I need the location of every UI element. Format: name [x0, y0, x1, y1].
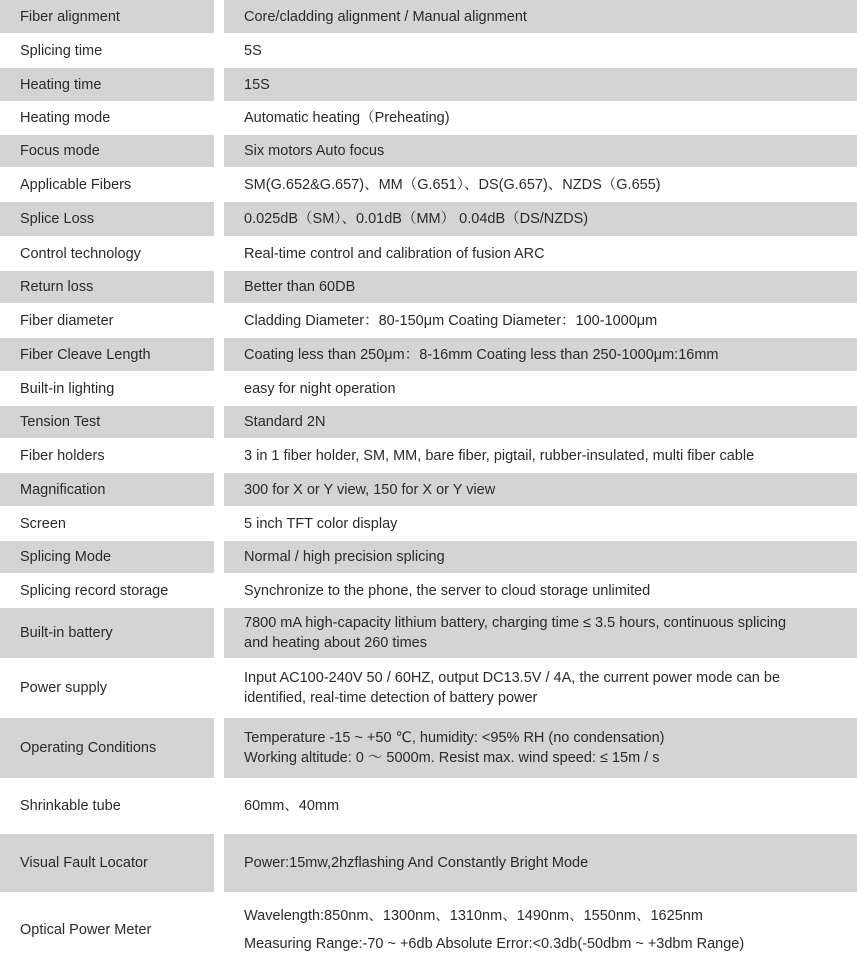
spec-value [224, 406, 857, 438]
spec-value-lines [244, 345, 719, 365]
spec-row [0, 202, 857, 236]
spec-value [224, 68, 857, 101]
spec-row [0, 372, 857, 405]
spec-row [0, 0, 857, 33]
spec-value-line: Automatic heating（Preheating) [244, 110, 450, 126]
spec-value-line: Cladding Diameter：80-150μm Coating Diameter：100-1000μm [244, 312, 658, 329]
spec-label: Splicing record storage [0, 574, 224, 607]
spec-value-lines [244, 581, 650, 601]
spec-value-lines [244, 41, 262, 61]
spec-row [0, 304, 857, 337]
spec-value-lines [244, 613, 786, 653]
spec-label: Fiber holders [0, 439, 224, 472]
spec-value-line: Temperature -15 ~ +50 ℃, humidity: <95% RH (no condensation) [244, 730, 665, 746]
spec-value [224, 834, 857, 892]
spec-value-lines [244, 75, 270, 95]
spec-row [0, 718, 857, 778]
spec-value-line: 300 for X or Y view, 150 for X or Y view [244, 481, 496, 498]
spec-label: Optical Power Meter [0, 893, 224, 967]
spec-label: Splicing Mode [0, 541, 224, 573]
spec-value-lines [244, 480, 495, 500]
spec-row [0, 102, 857, 134]
spec-value [224, 507, 857, 540]
spec-row [0, 406, 857, 438]
spec-value-lines [244, 796, 339, 816]
spec-value-lines [244, 514, 397, 534]
spec-row [0, 574, 857, 607]
spec-row [0, 473, 857, 506]
spec-value-lines [244, 547, 445, 567]
spec-value-lines [244, 853, 588, 873]
spec-label: Built-in lighting [0, 372, 224, 405]
spec-value-lines [244, 277, 355, 297]
spec-row [0, 34, 857, 67]
spec-value-line: Better than 60DB [244, 279, 356, 295]
spec-value-lines [244, 209, 588, 229]
spec-value [224, 102, 857, 134]
spec-value-line: SM(G.652&G.657)、MM（G.651）、DS(G.657)、NZDS（G.655) [244, 176, 661, 193]
spec-value-line: 7800 mA high-capacity lithium battery, charging time ≤ 3.5 hours, continuous splicing [244, 615, 787, 631]
spec-value-line: Measuring Range:-70 ~ +6db Absolute Error:<0.3db(-50dbm ~ +3dbm Range) [244, 936, 745, 952]
spec-row [0, 608, 857, 658]
spec-value [224, 0, 857, 33]
spec-value-line: Real-time control and calibration of fusion ARC [244, 245, 545, 262]
spec-label: Heating time [0, 68, 224, 101]
spec-value [224, 271, 857, 303]
spec-row [0, 338, 857, 371]
spec-label: Fiber Cleave Length [0, 338, 224, 371]
spec-label: Applicable Fibers [0, 168, 224, 201]
spec-label: Return loss [0, 271, 224, 303]
spec-row [0, 507, 857, 540]
spec-row [0, 834, 857, 892]
spec-label: Splice Loss [0, 202, 224, 236]
spec-value [224, 439, 857, 472]
spec-label: Shrinkable tube [0, 779, 224, 833]
spec-value-lines [244, 311, 657, 331]
spec-value-lines [244, 141, 384, 161]
spec-label: Heating mode [0, 102, 224, 134]
spec-value-line: Coating less than 250μm：8-16mm Coating less than 250-1000μm:16mm [244, 346, 719, 363]
spec-value-line: and heating about 260 times [244, 635, 427, 651]
spec-row [0, 68, 857, 101]
spec-value-line: 3 in 1 fiber holder, SM, MM, bare fiber, pigtail, rubber-insulated, multi fiber cable [244, 447, 755, 464]
spec-row [0, 271, 857, 303]
spec-label: Visual Fault Locator [0, 834, 224, 892]
spec-value [224, 168, 857, 201]
spec-value-line: 5 inch TFT color display [244, 515, 398, 532]
spec-value-lines [244, 244, 545, 264]
spec-label: Magnification [0, 473, 224, 506]
spec-label: Fiber alignment [0, 0, 224, 33]
spec-value [224, 659, 857, 717]
spec-value [224, 574, 857, 607]
spec-label: Focus mode [0, 135, 224, 167]
spec-value-line: Core/cladding alignment / Manual alignment [244, 8, 527, 25]
spec-value-lines [244, 108, 450, 128]
spec-row [0, 439, 857, 472]
spec-value-lines [244, 7, 527, 27]
spec-value-line: 0.025dB（SM）、0.01dB（MM） 0.04dB（DS/NZDS) [244, 211, 589, 227]
spec-value-line: Standard 2N [244, 414, 326, 430]
spec-value-line: 60mm、40mm [244, 798, 340, 814]
spec-value-line: Normal / high precision splicing [244, 549, 445, 565]
spec-value-lines [244, 446, 754, 466]
spec-value [224, 372, 857, 405]
spec-value-lines [244, 906, 744, 954]
spec-value-line: identified, real-time detection of battery power [244, 690, 538, 706]
spec-value-line: Working altitude: 0 ～ 5000m. Resist max. wind speed: ≤ 15m / s [244, 750, 660, 766]
spec-value-line: Wavelength:850nm、1300nm、1310nm、1490nm、1550nm、1625nm [244, 908, 703, 924]
spec-value-lines [244, 668, 780, 708]
spec-value-line: Synchronize to the phone, the server to cloud storage unlimited [244, 582, 651, 599]
spec-row [0, 893, 857, 967]
spec-value [224, 202, 857, 236]
spec-value [224, 135, 857, 167]
spec-row [0, 135, 857, 167]
spec-label: Fiber diameter [0, 304, 224, 337]
spec-value [224, 541, 857, 573]
spec-row [0, 237, 857, 270]
spec-row [0, 659, 857, 717]
spec-value [224, 34, 857, 67]
spec-value-line: 5S [244, 42, 262, 59]
spec-label: Control technology [0, 237, 224, 270]
spec-value [224, 338, 857, 371]
spec-value-line: Power:15mw,2hzflashing And Constantly Bright Mode [244, 855, 589, 871]
spec-label: Operating Conditions [0, 718, 224, 778]
spec-label: Built-in battery [0, 608, 224, 658]
spec-row [0, 168, 857, 201]
spec-value-line: Input AC100-240V 50 / 60HZ, output DC13.5V / 4A, the current power mode can be [244, 670, 781, 686]
spec-value [224, 473, 857, 506]
spec-value-line: 15S [244, 76, 270, 93]
spec-value-lines [244, 175, 661, 195]
spec-value-line: easy for night operation [244, 380, 396, 397]
spec-value [224, 779, 857, 833]
spec-value-lines [244, 728, 665, 768]
spec-label: Power supply [0, 659, 224, 717]
spec-label: Tension Test [0, 406, 224, 438]
spec-row [0, 541, 857, 573]
spec-value [224, 608, 857, 658]
spec-value [224, 718, 857, 778]
spec-value-line: Six motors Auto focus [244, 143, 385, 159]
spec-value [224, 304, 857, 337]
spec-value-lines [244, 412, 325, 432]
spec-value [224, 893, 857, 967]
spec-value-lines [244, 379, 396, 399]
spec-value [224, 237, 857, 270]
spec-row [0, 779, 857, 833]
spec-label: Screen [0, 507, 224, 540]
spec-label: Splicing time [0, 34, 224, 67]
